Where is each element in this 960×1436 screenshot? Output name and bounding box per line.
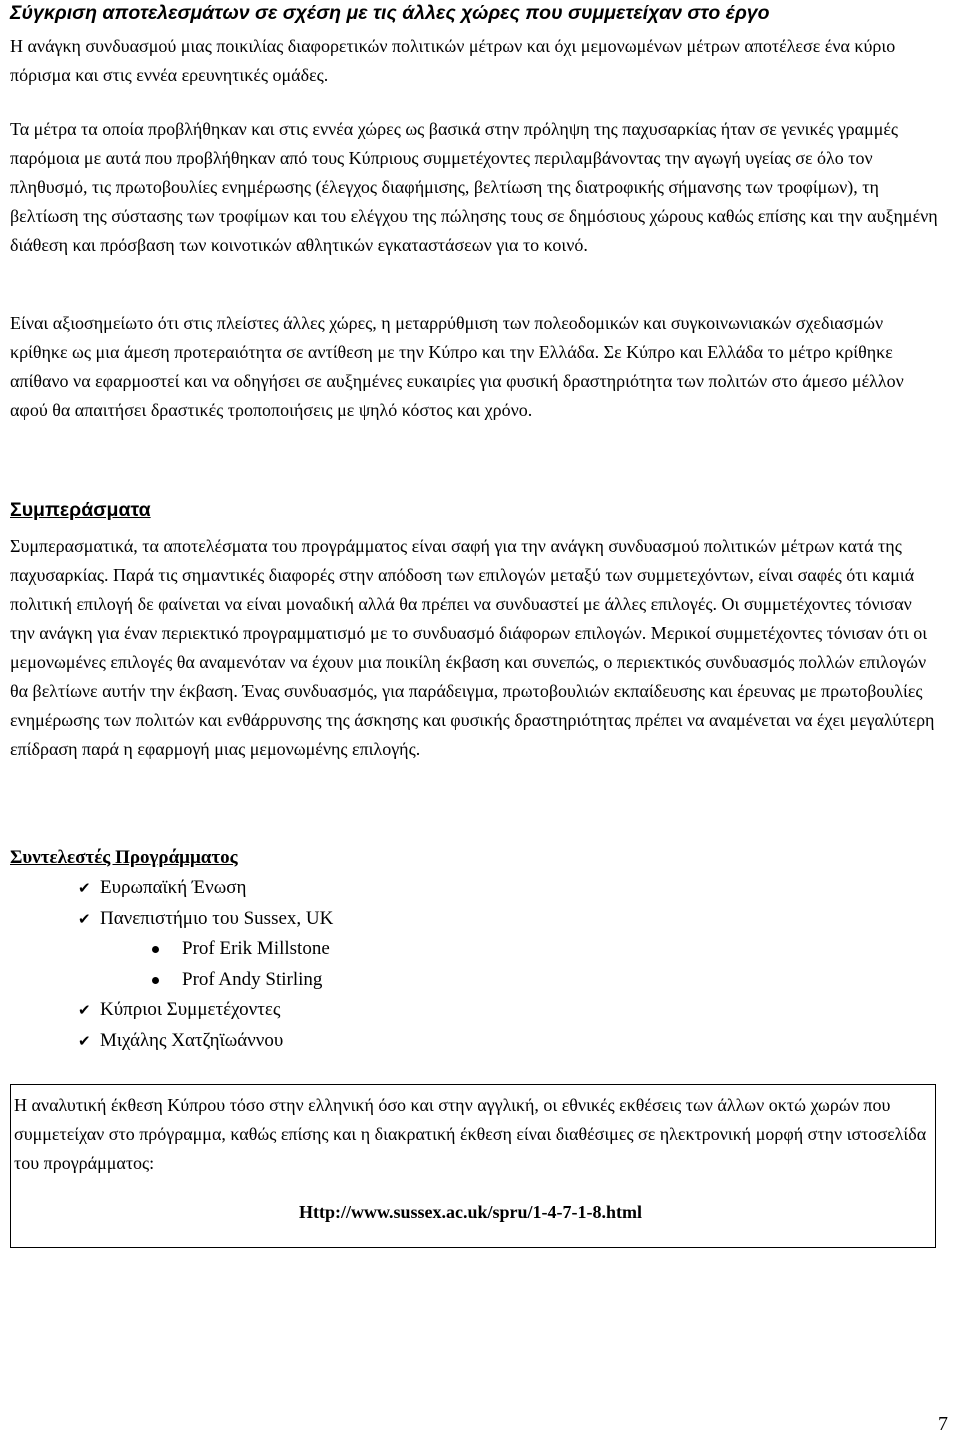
conclusions-paragraph: Συμπερασματικά, τα αποτελέσματα του προγράμματος είναι σαφή για την ανάγκη συνδυασμού πολιτικών μέτρων κατά της παχυσαρκίας. Παρά τις σημαντικές διαφορές στην απόδοση των επιλογών μεταξύ των συμμετεχόντων, είναι σαφές ότι καμιά πολιτική επιλογή δε φαίνεται να είναι μοναδική αλλά θα πρέπει να συνδυαστεί με άλλες επιλογές. Οι συμμετέχοντες τόνισαν την ανάγκη για έναν περιεκτικό προγραμματισμό με το συνδυασμό διάφορων επιλογών. Μερικοί συμμετέχοντες τόνισαν ότι οι μεμονωμένες επιλογές θα αναμενόταν να έχουν μια ποικίλη έκβαση και συνεπώς, ο περιεκτικός συνδυασμός πολλών επιλογών θα βελτίωνε αυτήν την έκβαση. Ένας συνδυασμός, για παράδειγμα, πρωτοβουλιών εκπαίδευσης και έρευνας με πρωτοβουλίες ενημέρωσης των πολιτών και ενθάρρυνσης της άσκησης και φυσικής δραστηριότητας πρέπει να αναμένεται να έχει μεγαλύτερη επίδραση παρά η εφαρμογή μιας μεμονωμένης επιλογής.	[10, 536, 935, 759]
checkmark-icon: ✔	[78, 879, 91, 897]
info-box-text: Η αναλυτική έκθεση Κύπρου τόσο στην ελληνική όσο και στην αγγλική, οι εθνικές εκθέσεις των άλλων οκτώ χωρών που συμμετείχαν στο πρόγραμμα, καθώς επίσης και η διακρατική έκθεση είναι διαθέσιμες σε ηλεκτρονική μορφή στην ιστοσελίδα του προγράμματος:	[14, 1095, 927, 1173]
contributors-title: Συντελεστές Προγράμματος	[10, 847, 238, 868]
page-number: 7	[938, 1413, 948, 1435]
contributors-block	[10, 843, 610, 1056]
section-title-comparison: Σύγκριση αποτελεσμάτων σε σχέση με τις άλλες χώρες που συμμετείχαν στο έργο	[10, 2, 770, 24]
info-box	[10, 1084, 936, 1248]
contributor-label: Πανεπιστήμιο του Sussex, UK	[100, 907, 334, 929]
bullet-icon	[152, 965, 182, 996]
contributor-item	[10, 904, 610, 935]
bullet-icon	[152, 934, 182, 965]
contributor-label: Κύπριοι Συμμετέχοντες	[100, 999, 281, 1020]
contributor-label: Prof Andy Stirling	[182, 968, 323, 990]
report-link[interactable]: Http://www.sussex.ac.uk/spru/1-4-7-1-8.html	[298, 1202, 643, 1222]
section-title-conclusions: Συμπεράσματα	[10, 499, 151, 521]
comparison-paragraph-1: Η ανάγκη συνδυασμού μιας ποικιλίας διαφορετικών πολιτικών μέτρων και όχι μεμονωμένων μέτρων αποτέλεσε ένα κύριο πόρισμα και στις εννέα ερευνητικές ομάδες.	[10, 36, 896, 85]
contributor-subitem	[10, 965, 610, 996]
contributor-subitem	[10, 934, 610, 965]
contributor-label: Μιχάλης Χατζηϊωάννου	[100, 1029, 284, 1051]
checkmark-icon: ✔	[78, 1001, 91, 1019]
contributor-item	[10, 873, 610, 904]
checkmark-icon: ✔	[78, 909, 91, 928]
comparison-paragraph-2: Τα μέτρα τα οποία προβλήθηκαν και στις εννέα χώρες ως βασικά στην πρόληψη της παχυσαρκίας ήταν σε γενικές γραμμές παρόμοια με αυτά που προβλήθηκαν από τους Κύπριους συμμετέχοντες περιλαμβάνοντας την αγωγή υγείας σε όλο τον πληθυσμό, τις πρωτοβουλίες ενημέρωσης (έλεγχος διαφήμισης, βελτίωση της διατροφικής σήμανσης των τροφίμων), τη βελτίωση της σύστασης των τροφίμων και του ελέγχου της πώλησης τους σε δημόσιους χώρους καθώς επίσης και την αυξημένη διάθεση και πρόσβαση των κοινοτικών αθλητικών εγκαταστάσεων για το κοινό.	[10, 119, 938, 255]
comparison-paragraph-3: Είναι αξιοσημείωτο ότι στις πλείστες άλλες χώρες, η μεταρρύθμιση των πολεοδομικών και συγκοινωνιακών σχεδιασμών κρίθηκε ως μια άμεση προτεραιότητα σε αντίθεση με την Κύπρο και την Ελλάδα. Σε Κύπρο και Ελλάδα το μέτρο κρίθηκε απίθανο να εφαρμοστεί και να οδηγήσει σε αυξημένες ευκαιρίες για φυσική δραστηριότητα των πολιτών στο άμεσο μέλλον αφού θα απαιτήσει δραστικές τροποποιήσεις με ψηλό κόστος και χρόνο.	[10, 313, 904, 420]
checkmark-icon: ✔	[78, 1031, 91, 1050]
contributor-label: Prof Erik Millstone	[182, 938, 330, 959]
contributor-item	[10, 1026, 610, 1057]
contributor-item	[10, 995, 610, 1026]
contributor-label: Ευρωπαϊκή Ένωση	[100, 877, 247, 898]
